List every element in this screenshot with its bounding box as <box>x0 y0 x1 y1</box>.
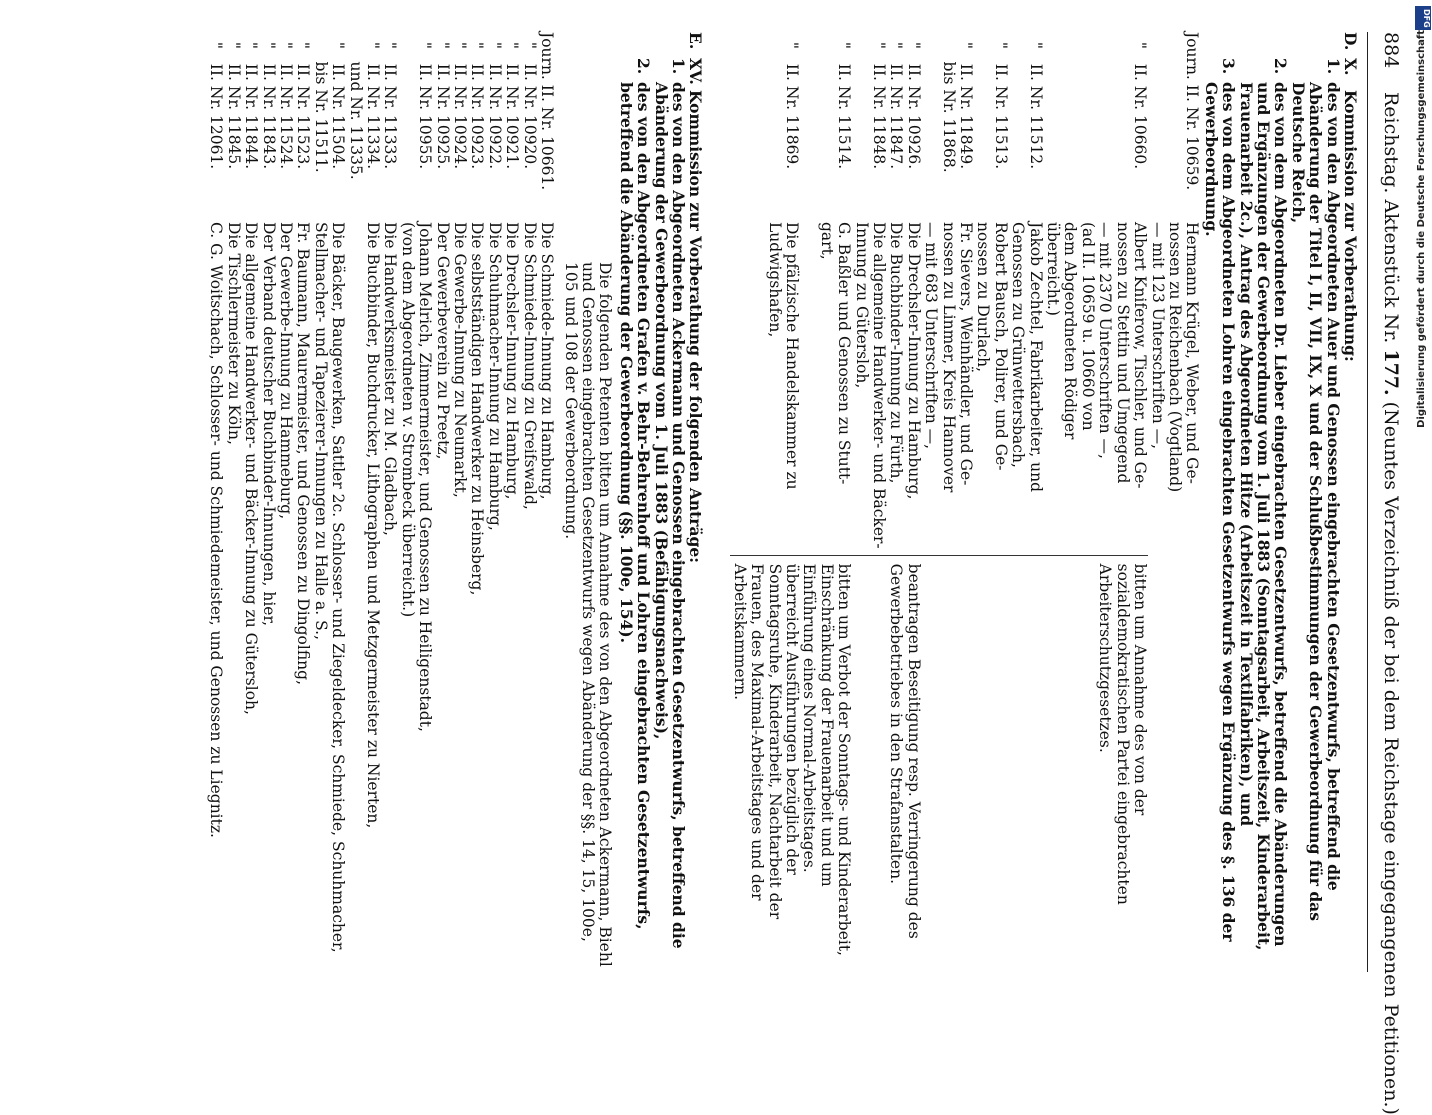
petition-request: überreicht Ausführungen bezüglich der Sonntagsruhe, Kinderarbeit, Nachtarbeit der Frauen, des Maximal-Arbeitstages und der Arbeitskammern. <box>730 555 800 972</box>
petition-request: beantragen Beseitigung resp. Verringerung des Gewerbebetriebes in den Strafanstalten. <box>852 555 922 972</box>
section-d-items <box>1202 32 1341 972</box>
petition-row <box>922 32 974 972</box>
motion-item <box>1289 58 1341 972</box>
running-title <box>1380 92 1402 1115</box>
document-page <box>22 32 1412 1115</box>
petition-intro: Die folgenden Petenten bitten um Annahme des von den Abgeordneten Ackermann, Biehl und Genossen eingebrachten Gesetzentwurfs wegen Abänderung der §§. 14, 15, 100e, 105 und 108 der Gewerbeordnung. <box>561 262 615 967</box>
section-d <box>730 32 1359 972</box>
motion-item <box>1202 58 1237 972</box>
motion-number: 1. <box>668 58 688 75</box>
petitioner: Fr. Sievers, Weinhändler, und Ge- nossen zu Linmer, Kreis Hannover — mit 683 Unterschriften —, <box>922 222 976 493</box>
petition-request: bitten um Annahme des von der sozialdemokratischen Partei eingebrachten Arbeiterschutzgesetzes. <box>1044 555 1148 972</box>
section-title: Kommission zur Vorberathung: <box>1341 90 1360 362</box>
dfg-logo: DFG <box>1415 6 1431 30</box>
section-d-heading <box>1342 32 1359 972</box>
journal-reference: " II. Nr. 10660. <box>1131 32 1150 170</box>
journal-reference: " II. Nr. 11849. bis Nr. 11868. <box>939 41 976 173</box>
motion-item <box>652 58 687 972</box>
petitioner-list: Die Schmiede-Innung zu Hamburg, Die Schmiede-Innung zu Greifswald, Die Drechsler-Innung zu Hamburg, Die Schuhmacher-Innung zu Hamburg, Die selbstständigen Handwerker zu Heinsberg, Die Gewerbe-Innung zu Neumarkt, Der Gewerbeverein zu Preetz, Johann Melrich, Zimmermeister, und Genossen zu Heiligenstadt, (von dem Abgeordneten v. Strombeck überreicht.) Die Handwerksmeister zu M. Gladbach, Die Buchbinder, Buchdrucker, Lithographen und Metzgermeister zu Nierten, Die Bäcker, Baugewerken, Sattler 2c. Schlosser- und Ziegeldecker, Schmiede, Schuhmacher, Stellmacher- und Tapezierer-Innungen zu Halle a. S., Fr. Baumann, Maurermeister, und Genossen zu Dingolfing, Der Gewerbe-Innung zu Hammeburg, Der Verband deutscher Buchbinder-Innungen, hier, Die allgemeine Handwerker- und Bäcker-Innung zu Gütersloh, Die Tischlermeister zu Köln, C. G. Woitschach, Schlosser- und Schmiedemeister, und Genossen zu Liegnitz. <box>207 222 557 953</box>
digitization-credit: Digitalisierung gefördert durch die Deutsche Forschungsgemeinschaft <box>1416 30 1427 428</box>
section-e-heading <box>687 32 704 972</box>
petition-table-d <box>730 32 1200 972</box>
petition-row <box>852 32 922 972</box>
petitioner: G. Baßler und Genossen zu Stutt- gart, <box>817 222 854 485</box>
journal-reference: " II. Nr. 11869. <box>783 32 801 170</box>
digitization-sidebar <box>1414 0 1432 1000</box>
section-e <box>207 32 704 972</box>
petitioner: Hermann Krügel, Weber, und Ge- nossen zu Reichenbach (Vogtland) — mit 123 Unterschriften —, <box>1148 222 1202 493</box>
petition-table-e <box>207 32 555 972</box>
motion-text: des von dem Abgeordneten Dr. Lieber eingebrachten Gesetzentwurfs, betreffend die Abänderungen und Ergänzungen der Gewerbeordnung vom 1. Juli 1883 (Sonntagsarbeit, Arbeitszeit, Kinderarbeit, Frauenarbeit 2c.), Antrag des Abgeordneten Hitze (Arbeitszeit in Textilfabriken), und <box>1236 82 1291 951</box>
petition-row <box>1044 32 1148 972</box>
petition-request <box>1009 555 1044 972</box>
petitioner: Die pfälzische Handelskammer zu Ludwigshafen, <box>765 222 801 490</box>
petitioner: Robert Bausch, Polirer, und Ge- nossen zu Durlach, <box>974 222 1010 471</box>
petition-row <box>1009 32 1044 972</box>
motion-text: des von den Abgeordneten Ackermann und Genossen eingebrachten Gesetzentwurfs, betreffend die Abänderung der Gewerbeordnung vom 1. Juli 1883 (Befähigungsnachweis), <box>651 82 688 949</box>
petition-request <box>1148 555 1200 972</box>
section-e-items <box>617 32 687 972</box>
running-title-number: 177. <box>1380 349 1402 396</box>
motion-number: 2. <box>1271 58 1291 75</box>
journal-reference: " II. Nr. 11512. <box>1026 32 1045 170</box>
petition-request <box>922 555 974 972</box>
section-letter: D. <box>1341 32 1360 51</box>
petition-row <box>730 32 800 972</box>
petition-row <box>974 32 1009 972</box>
journal-reference: " II. Nr. 10926. " II. Nr. 11847. " II. Nr. 11848. <box>870 41 923 170</box>
petition-row <box>1148 32 1200 972</box>
motion-item <box>617 58 652 972</box>
section-letter: E. <box>686 32 706 50</box>
petitioner: Die Drechsler-Innung zu Hamburg, Die Buchbinder-Innung zu Fürth, Die allgemeine Handwerker- und Bäcker- Innung zu Gütersloh, <box>852 222 923 549</box>
petition-request <box>974 555 1009 972</box>
motion-number: 2. <box>634 58 654 75</box>
petition-request: bitten um Verbot der Sonntags- und Kinderarbeit, Einschränkung der Frauenarbeit und um Einführung eines Normal-Arbeitstages. <box>800 555 852 972</box>
section-number: X. <box>1341 58 1360 76</box>
journal-reference: Journ. II. Nr. 10659. <box>1183 32 1202 191</box>
motion-text: des von dem Abgeordneten Lohren eingebrachten Gesetzentwurfs wegen Ergänzung des §. 136 der Gewerbeordnung. <box>1201 82 1239 942</box>
motion-number: 3. <box>1219 58 1239 75</box>
running-title-prefix: Reichstag. Aktenstück Nr. <box>1380 92 1402 344</box>
journal-reference: " II. Nr. 11513. <box>991 32 1010 170</box>
motion-text: des von den Abgeordneten Grafen v. Behr-Behrenhoff und Lohren eingebrachten Gesetzentwurfs, betreffend die Abänderung der Gewerbeordnung (§§. 100e, 154). <box>616 82 654 930</box>
petitioner: Jakob Zechtel, Fabrikarbeiter, und Genossen zu Grünwettersbach, <box>1009 222 1045 493</box>
running-title-subtitle: (Neuntes Verzeichniß der bei dem Reichstage eingegangenen Petitionen.) <box>1380 401 1402 1115</box>
petitioner: Albert Kniferow, Tischler, und Ge- nossen zu Stettin und Umgegend — mit 2370 Unterschriften —, (ad II. 10659 u. 10660 von dem Abgeordneten Rödiger überreicht.) <box>1044 222 1150 489</box>
section-number: XV. <box>686 58 706 85</box>
journal-references: Journ. II. Nr. 10661. " II. Nr. 10920. " II. Nr. 10921. " II. Nr. 10922. " II. Nr. 10923. " II. Nr. 10924. " II. Nr. 10925. " II. Nr. 10955. " II. Nr. 11333. " II. Nr. 11334. und Nr. 11335. " II. Nr. 11504. bis Nr. 11511. " II. Nr. 11523. " II. Nr. 11524. " II. Nr. 11843. " II. Nr. 11844. " II. Nr. 11845. " II. Nr. 12061. <box>207 32 557 191</box>
page-header <box>1367 32 1412 1115</box>
motion-item <box>1237 58 1289 972</box>
section-title: Kommission zur Vorberathung der folgenden Anträge: <box>686 90 706 563</box>
page-number: 884 <box>1380 32 1402 69</box>
petition-row <box>800 32 852 972</box>
motion-number: 1. <box>1323 58 1343 75</box>
motion-text: des von den Abgeordneten Auer und Genossen eingebrachten Gesetzentwurfs, betreffend die Abänderung der Titel I, II, VII, IX, X und der Schlußbestimmungen der Gewerbeordnung für das Deutsche Reich, <box>1288 82 1343 921</box>
journal-reference: " II. Nr. 11514. <box>835 32 854 170</box>
